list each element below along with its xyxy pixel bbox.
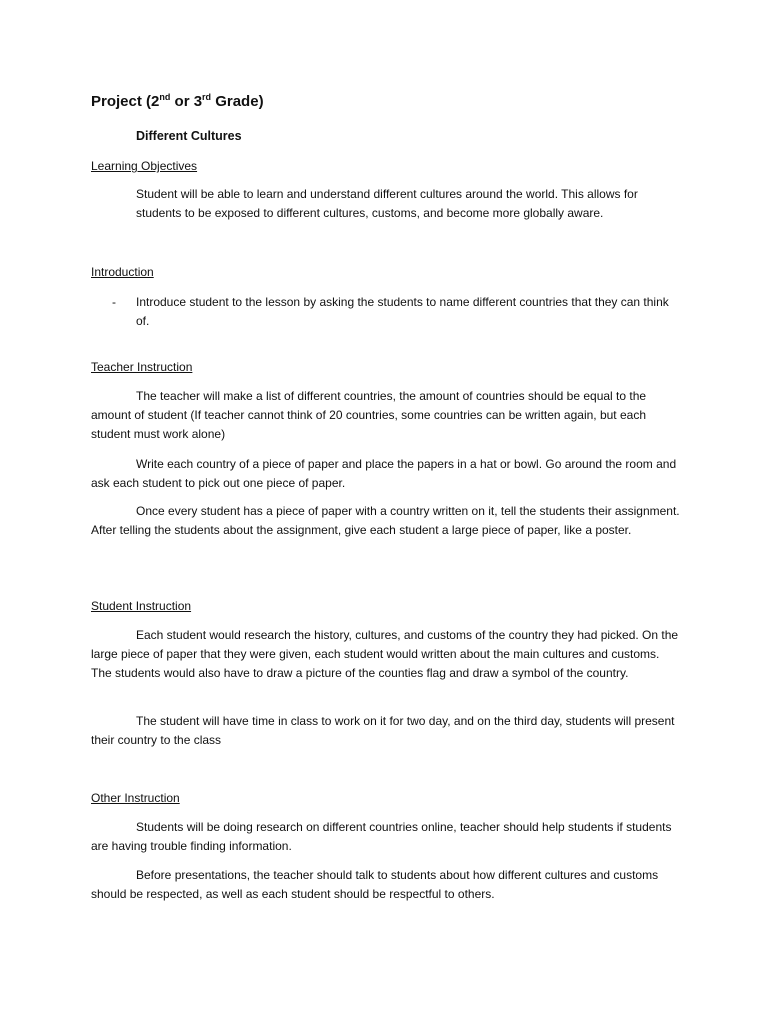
bullet-dash: - <box>112 295 116 309</box>
other-instruction-paragraph: Before presentations, the teacher should talk to students about how different cultures and customs should be respected, as well as each student should be respectful to others. <box>91 868 659 901</box>
title-middle: or 3 <box>170 93 203 110</box>
teacher-instruction-paragraph: Write each country of a piece of paper and place the papers in a hat or bowl. Go around the room and ask each student to pick out one piece of paper. <box>91 457 677 490</box>
learning-objectives-heading: Learning Objectives <box>91 159 198 173</box>
teacher-instruction-paragraph: Once every student has a piece of paper with a country written on it, tell the students their assignment. After telling the students about the assignment, give each student a large piece of paper, like a poster. <box>91 504 680 537</box>
other-instruction-paragraph: Students will be doing research on different countries online, teacher should help students if students are having trouble finding information. <box>91 820 672 853</box>
student-instruction-heading: Student Instruction <box>91 599 192 613</box>
title-superscript-nd: nd <box>159 92 171 102</box>
introduction-bullet-item <box>112 293 682 331</box>
title-superscript-rd: rd <box>202 92 212 102</box>
other-instruction-heading: Other Instruction <box>91 791 180 805</box>
learning-objectives-text: Student will be able to learn and understand different cultures around the world. This allows for students to be exposed to different cultures, customs, and become more globally aware. <box>136 187 638 220</box>
title-suffix: Grade) <box>211 93 264 110</box>
teacher-instruction-paragraph: The teacher will make a list of different countries, the amount of countries should be equal to the amount of student (If teacher cannot think of 20 countries, some countries can be written again, but each student must work alone) <box>91 389 647 441</box>
subtitle: Different Cultures <box>136 129 242 143</box>
student-instruction-paragraph: The student will have time in class to work on it for two day, and on the third day, students will present their country to the class <box>91 714 675 747</box>
page-title <box>91 93 264 110</box>
student-instruction-paragraph: Each student would research the history, cultures, and customs of the country they had picked. On the large piece of paper that they were given, each student would written about the main cultures and customs. The students would also have to draw a picture of the counties flag and draw a symbol of the country. <box>91 628 679 680</box>
introduction-text: Introduce student to the lesson by asking the students to name different countries that they can think of. <box>136 295 669 328</box>
teacher-instruction-heading: Teacher Instruction <box>91 360 193 374</box>
introduction-heading: Introduction <box>91 265 154 279</box>
title-prefix: Project (2 <box>91 93 160 110</box>
